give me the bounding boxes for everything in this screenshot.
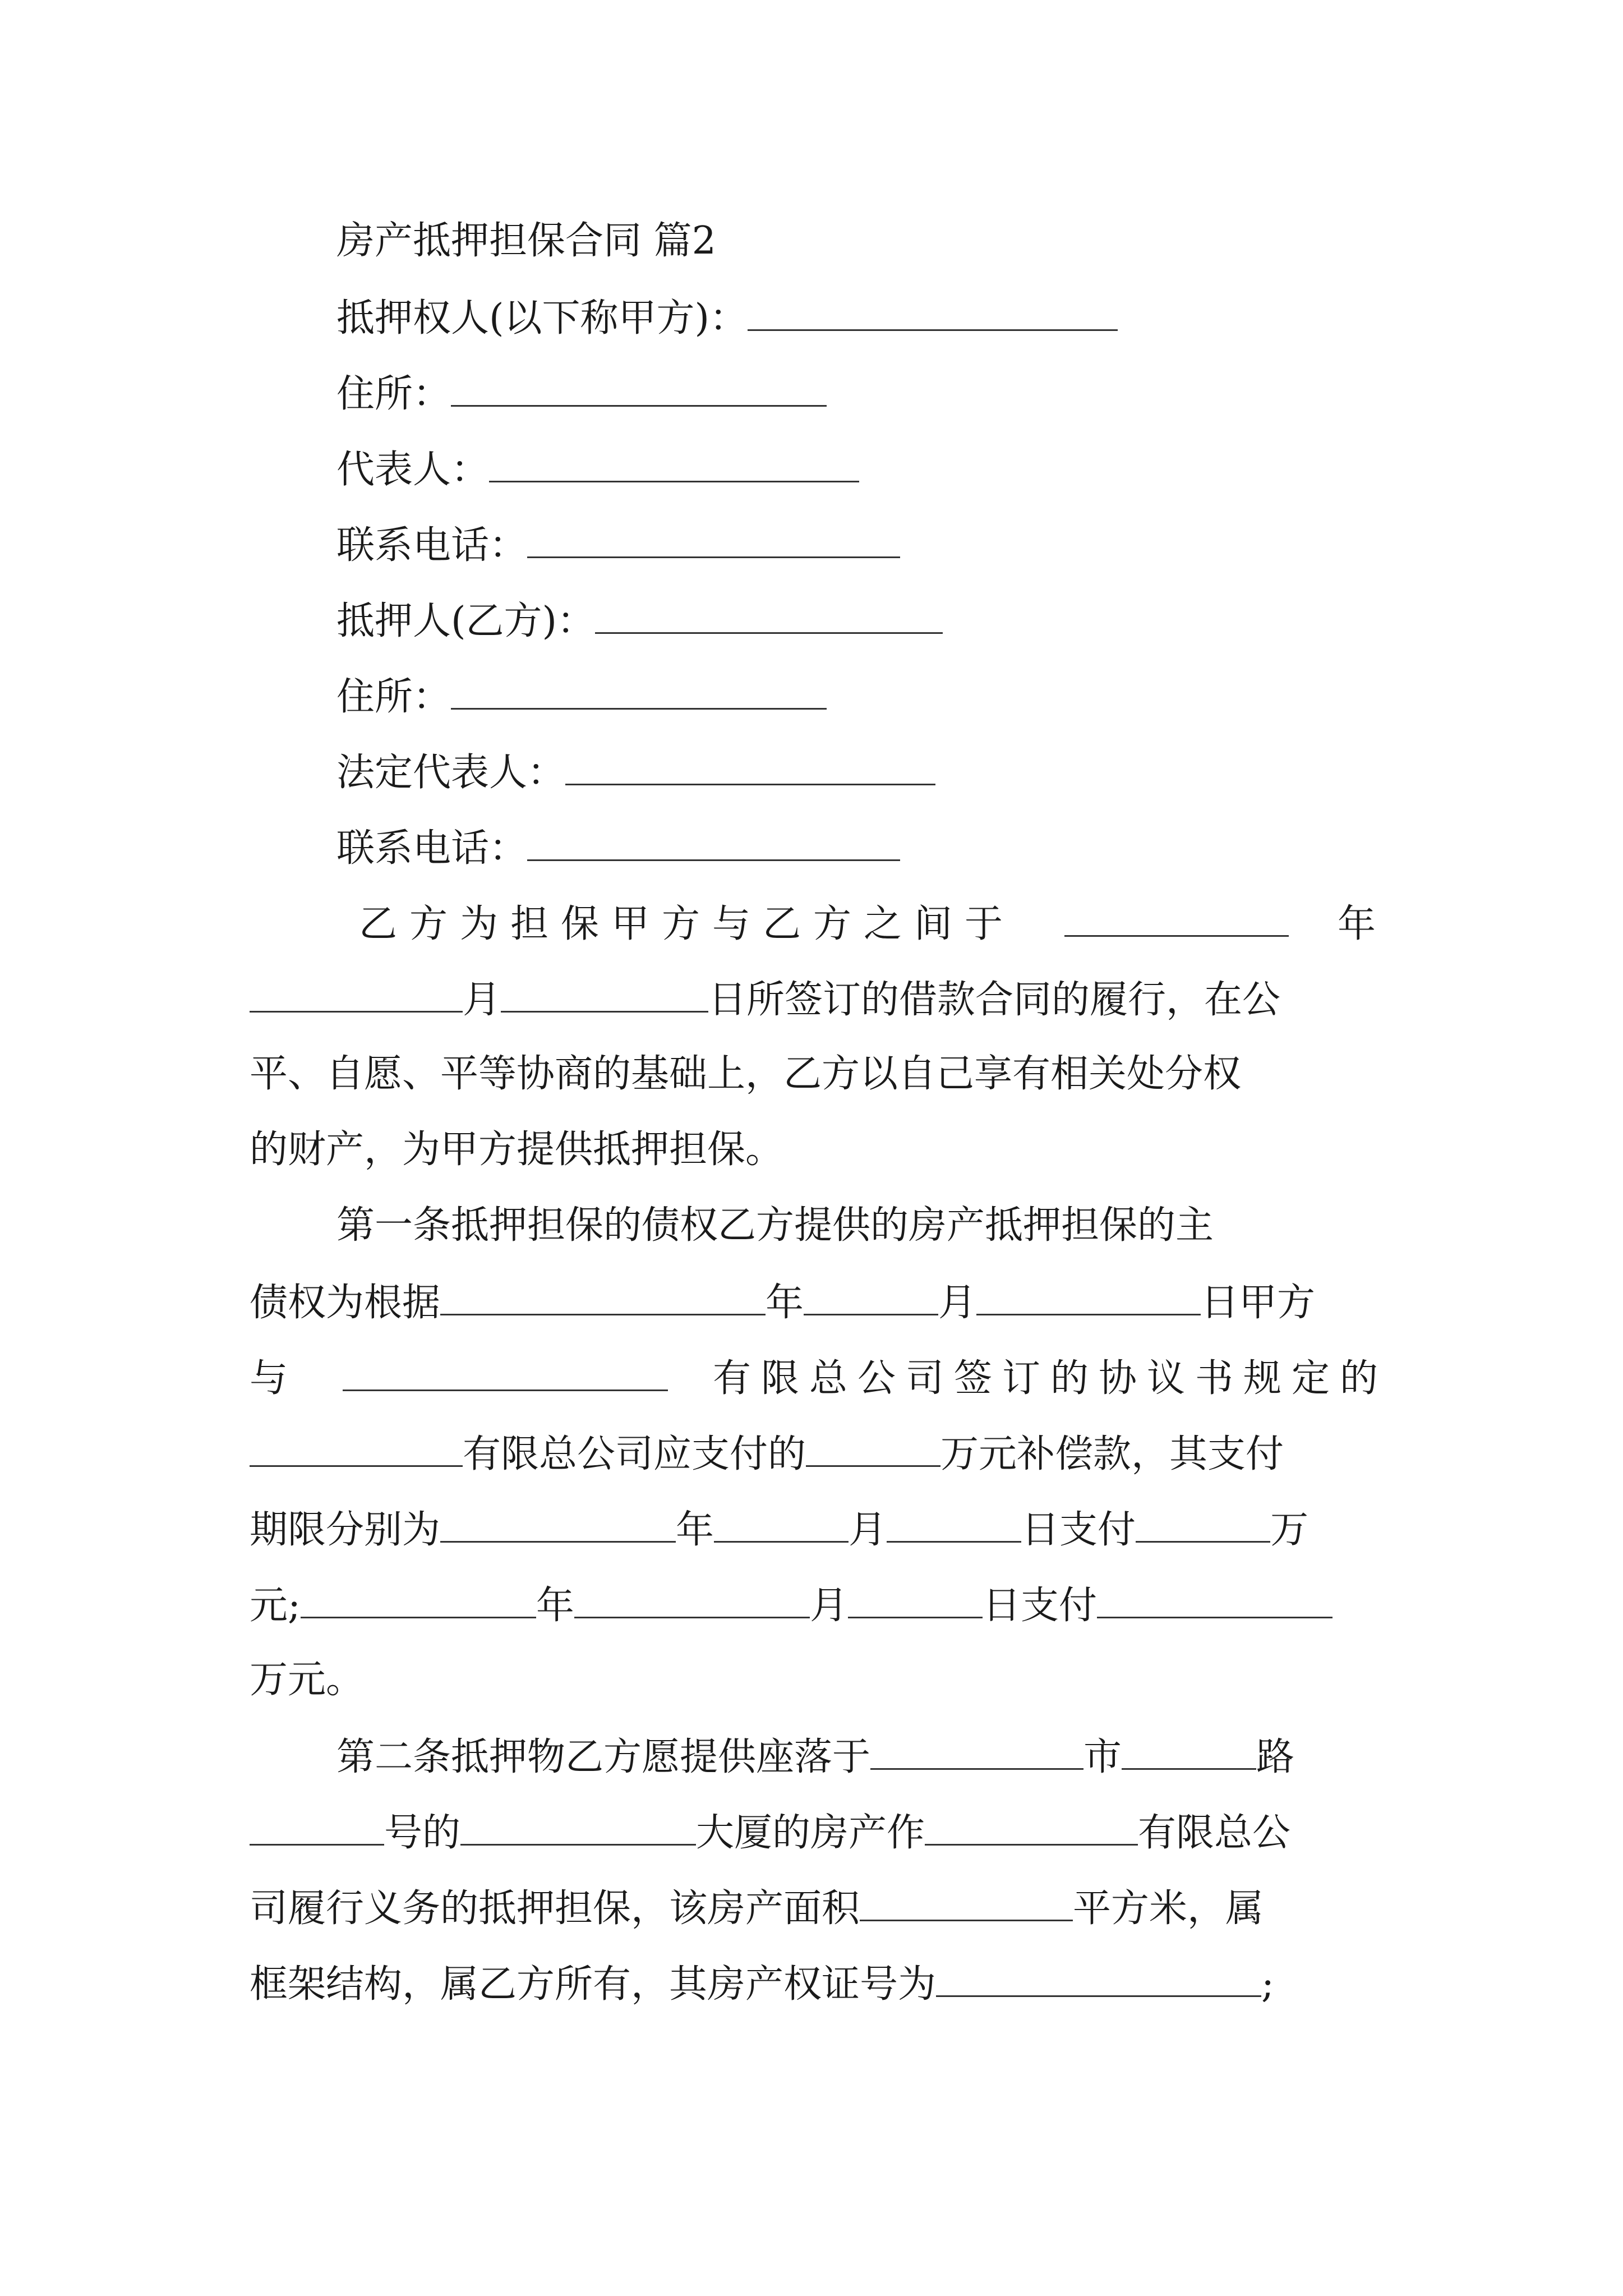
article1-l5-e: 万 (1270, 1508, 1309, 1552)
article2-l2-a: 号的 (384, 1811, 461, 1855)
article1-l2-month: 月 (938, 1281, 977, 1325)
article1-line-2 (250, 1279, 1315, 1326)
legal-rep-blank (565, 749, 935, 785)
address1-label: 住所： (336, 372, 451, 416)
address2-label: 住所： (336, 675, 451, 719)
article1-pay2-day-blank (848, 1582, 983, 1618)
article1-company-blank (250, 1430, 463, 1467)
article1-line-6 (250, 1582, 1332, 1628)
article1-pay1-day-blank (887, 1506, 1021, 1543)
article1-line-4 (250, 1430, 1284, 1477)
article1-l5-year: 年 (676, 1508, 714, 1552)
preamble-l1-text: 乙方为担保甲方与乙方之间于 (359, 902, 1016, 946)
article2-area-blank (860, 1885, 1073, 1921)
mortgagee-row (336, 295, 1118, 341)
article1-line-5 (250, 1506, 1308, 1553)
article1-pay1-amount-blank (1136, 1506, 1270, 1543)
article2-company-blank (925, 1809, 1138, 1846)
title-text: 房产抵押担保合同 篇2 (336, 219, 716, 263)
article2-l2-c: 有限总公 (1138, 1811, 1291, 1855)
article1-l6-d: 日支付 (982, 1584, 1097, 1628)
address1-blank (451, 370, 827, 407)
mortgagee-blank (748, 295, 1118, 331)
legal-rep-label: 法定代表人： (336, 751, 566, 795)
article2-l4-b: ; (1261, 1962, 1274, 2007)
preamble-line-1 (359, 900, 1388, 947)
article2-number-blank (250, 1809, 384, 1846)
preamble-l2-a: 月 (463, 978, 501, 1022)
preamble-l1-end: 年 (1337, 902, 1388, 946)
article1-l4-a: 有限总公司应支付的 (463, 1432, 806, 1476)
article1-l6-a: 元; (250, 1584, 301, 1628)
representative-row (336, 446, 859, 493)
article2-building-blank (460, 1809, 696, 1846)
article2-l1-city: 市 (1083, 1735, 1122, 1779)
representative-label: 代表人： (336, 448, 490, 492)
article1-amount-blank (806, 1430, 940, 1467)
article1-pay2-amount-blank (1097, 1582, 1332, 1618)
article1-l7: 万元。 (250, 1658, 365, 1702)
preamble-year-blank (1064, 900, 1289, 937)
mortgagor-label: 抵押人(乙方)： (336, 599, 596, 643)
mortgagor-row (336, 597, 943, 644)
address2-blank (451, 673, 827, 710)
legal-rep-row (336, 749, 935, 795)
article1-l6-year: 年 (536, 1584, 574, 1628)
article2-line-3 (250, 1885, 1264, 1931)
preamble-month-blank (250, 976, 463, 1013)
article1-pay2-month-blank (574, 1582, 810, 1618)
preamble-l2-b: 日所签订的借款合同的履行，在公 (708, 978, 1281, 1022)
article1-l2-d: 日甲方 (1201, 1281, 1316, 1325)
preamble-line-3 (250, 1052, 1241, 1097)
article1-line-3 (250, 1355, 1388, 1401)
article1-pay2-year-blank (301, 1582, 536, 1618)
mortgagor-blank (595, 597, 943, 634)
phone2-blank (527, 825, 900, 861)
article2-l3-b: 平方米，属 (1073, 1887, 1264, 1931)
article1-pay1-year-blank (440, 1506, 676, 1543)
article2-l1-a: 第二条抵押物乙方愿提供座落于 (336, 1735, 871, 1779)
article1-l4-b: 万元补偿款，其支付 (940, 1432, 1284, 1476)
article1-l2-a: 债权为根据 (250, 1281, 441, 1325)
article2-certificate-blank (936, 1961, 1261, 1997)
article2-l4-a: 框架结构，属乙方所有，其房产权证号为 (250, 1962, 937, 2007)
article1-l3-a: 与 (250, 1356, 298, 1401)
article2-city-blank (870, 1733, 1083, 1770)
preamble-line-2 (250, 976, 1280, 1023)
article1-l1: 第一条抵押担保的债权乙方提供的房产抵押担保的主 (336, 1203, 1214, 1248)
article1-day-blank (976, 1279, 1201, 1315)
article1-month-blank (804, 1279, 938, 1315)
phone1-row (336, 522, 900, 568)
address1-row (336, 370, 827, 417)
article1-party-blank (343, 1355, 668, 1391)
preamble-line-4 (250, 1128, 783, 1172)
article2-l1-road: 路 (1256, 1735, 1295, 1779)
article1-l6-month: 月 (809, 1584, 848, 1628)
article2-line-4 (250, 1961, 1274, 2007)
article1-l5-d: 日支付 (1021, 1508, 1136, 1552)
article1-line-1 (336, 1203, 1214, 1248)
phone2-row (336, 825, 900, 871)
article2-road-blank (1122, 1733, 1256, 1770)
article1-l2-year: 年 (766, 1281, 804, 1325)
article1-l5-a: 期限分别为 (250, 1508, 441, 1552)
article1-date-blank (440, 1279, 766, 1315)
article1-line-7 (250, 1658, 364, 1703)
article2-line-1 (336, 1733, 1294, 1780)
article1-l5-month: 月 (849, 1508, 887, 1552)
representative-blank (489, 446, 859, 482)
phone2-label: 联系电话： (336, 826, 528, 871)
article2-l2-b: 大厦的房产作 (696, 1811, 925, 1855)
article2-line-2 (250, 1809, 1290, 1856)
address2-row (336, 673, 827, 720)
mortgagee-label: 抵押权人(以下称甲方)： (336, 296, 748, 341)
preamble-l3: 平、自愿、平等协商的基础上，乙方以自己享有相关处分权 (250, 1052, 1242, 1096)
article1-pay1-month-blank (714, 1506, 849, 1543)
preamble-day-blank (501, 976, 708, 1013)
preamble-l4: 的财产，为甲方提供抵押担保。 (250, 1128, 784, 1172)
article1-l3-b: 有限总公司签订的协议书规定的 (712, 1356, 1388, 1401)
article2-l3-a: 司履行义务的抵押担保，该房产面积 (250, 1887, 860, 1931)
phone1-blank (527, 522, 900, 558)
phone1-label: 联系电话： (336, 523, 528, 568)
document-title (336, 219, 716, 264)
